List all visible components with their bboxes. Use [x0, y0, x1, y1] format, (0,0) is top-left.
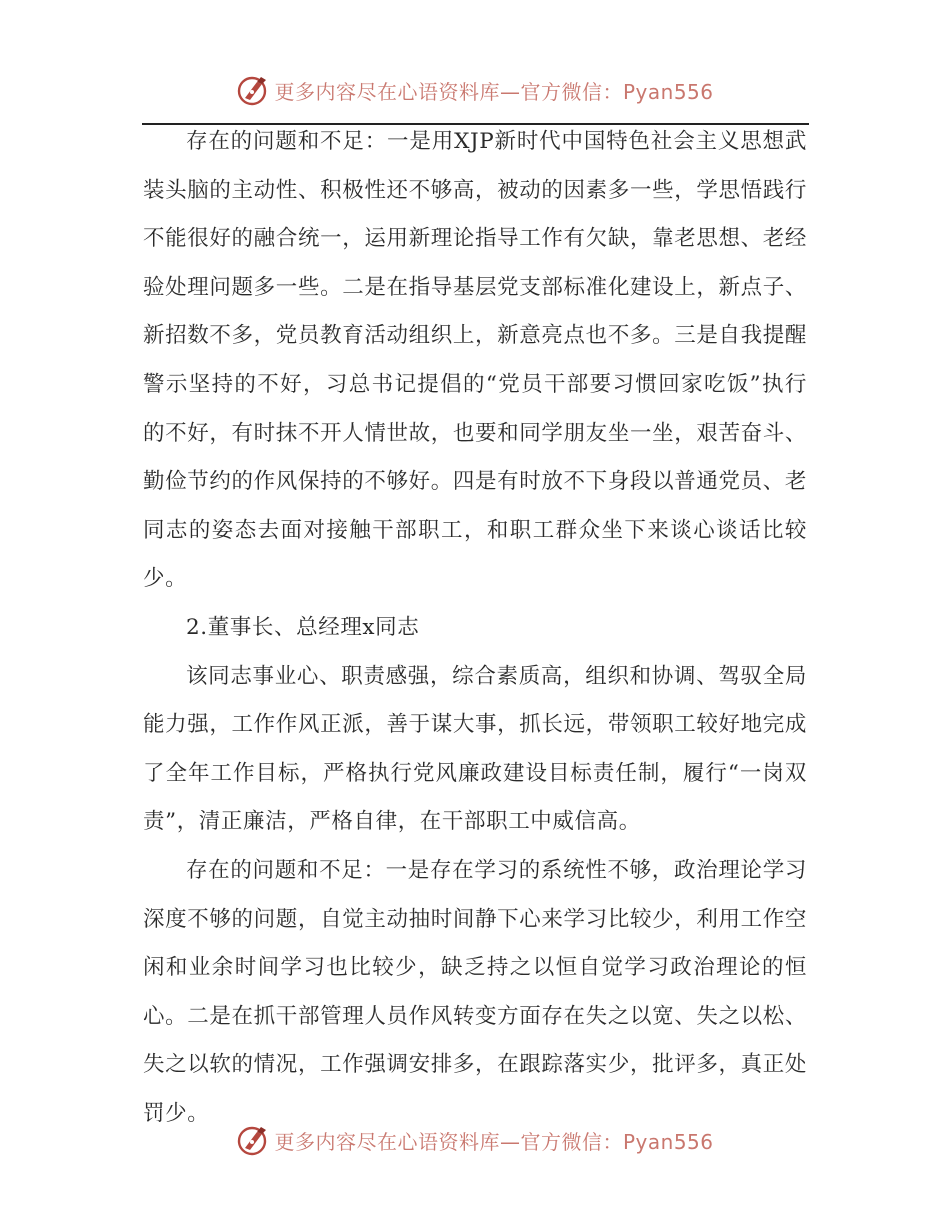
- footer-banner: [0, 1120, 950, 1160]
- paragraph-problems-1: 存在的问题和不足：一是用XJP新时代中国特色社会主义思想武装头脑的主动性、积极性还不够高，被动的因素多一些，学思悟践行不能很好的融合统一，运用新理论指导工作有欠缺，靠老思想、老经验处理问题多一些。二是在指导基层党支部标准化建设上，新点子、新招数不多，党员教育活动组织上，新意亮点也不多。三是自我提醒警示坚持的不好，习总书记提倡的“党员干部要习惯回家吃饭”执行的不好，有时抹不开人情世故，也要和同学朋友坐一坐，艰苦奋斗、勤俭节约的作风保持的不够好。四是有时放不下身段以普通党员、老同志的姿态去面对接触干部职工，和职工群众坐下来谈心谈话比较少。: [143, 129, 807, 592]
- header-banner: [0, 70, 950, 110]
- header-wechat-id: Pyan556: [622, 79, 714, 104]
- paragraph-evaluation: 该同志事业心、职责感强，综合素质高，组织和协调、驾驭全局能力强，工作作风正派，善于谋大事，抓长远，带领职工较好地完成了全年工作目标，严格执行党风廉政建设目标责任制，履行“一岗双责”，清正廉洁，严格自律，在干部职工中威信高。: [143, 663, 807, 835]
- paragraph-problems-2: 存在的问题和不足：一是存在学习的系统性不够，政治理论学习深度不够的问题，自觉主动抽时间静下心来学习比较少，利用工作空闲和业余时间学习也比较少，缺乏持之以恒自觉学习政治理论的恒心。二是在抓干部管理人员作风转变方面存在失之以宽、失之以松、失之以软的情况，工作强调安排多，在跟踪落实少，批评多，真正处罚少。: [143, 857, 807, 1126]
- header-banner-text: 更多内容尽在心语资料库—官方微信：Pyan556: [274, 79, 714, 104]
- footer-wechat-id: Pyan556: [622, 1129, 714, 1154]
- footer-banner-text: 更多内容尽在心语资料库—官方微信：Pyan556: [274, 1129, 714, 1154]
- paragraph-section-heading: 2.董事长、总经理x同志: [186, 614, 420, 640]
- document-body: [143, 118, 807, 1138]
- pen-nib-logo-icon: [236, 73, 270, 107]
- pen-nib-logo-icon: [236, 1123, 270, 1157]
